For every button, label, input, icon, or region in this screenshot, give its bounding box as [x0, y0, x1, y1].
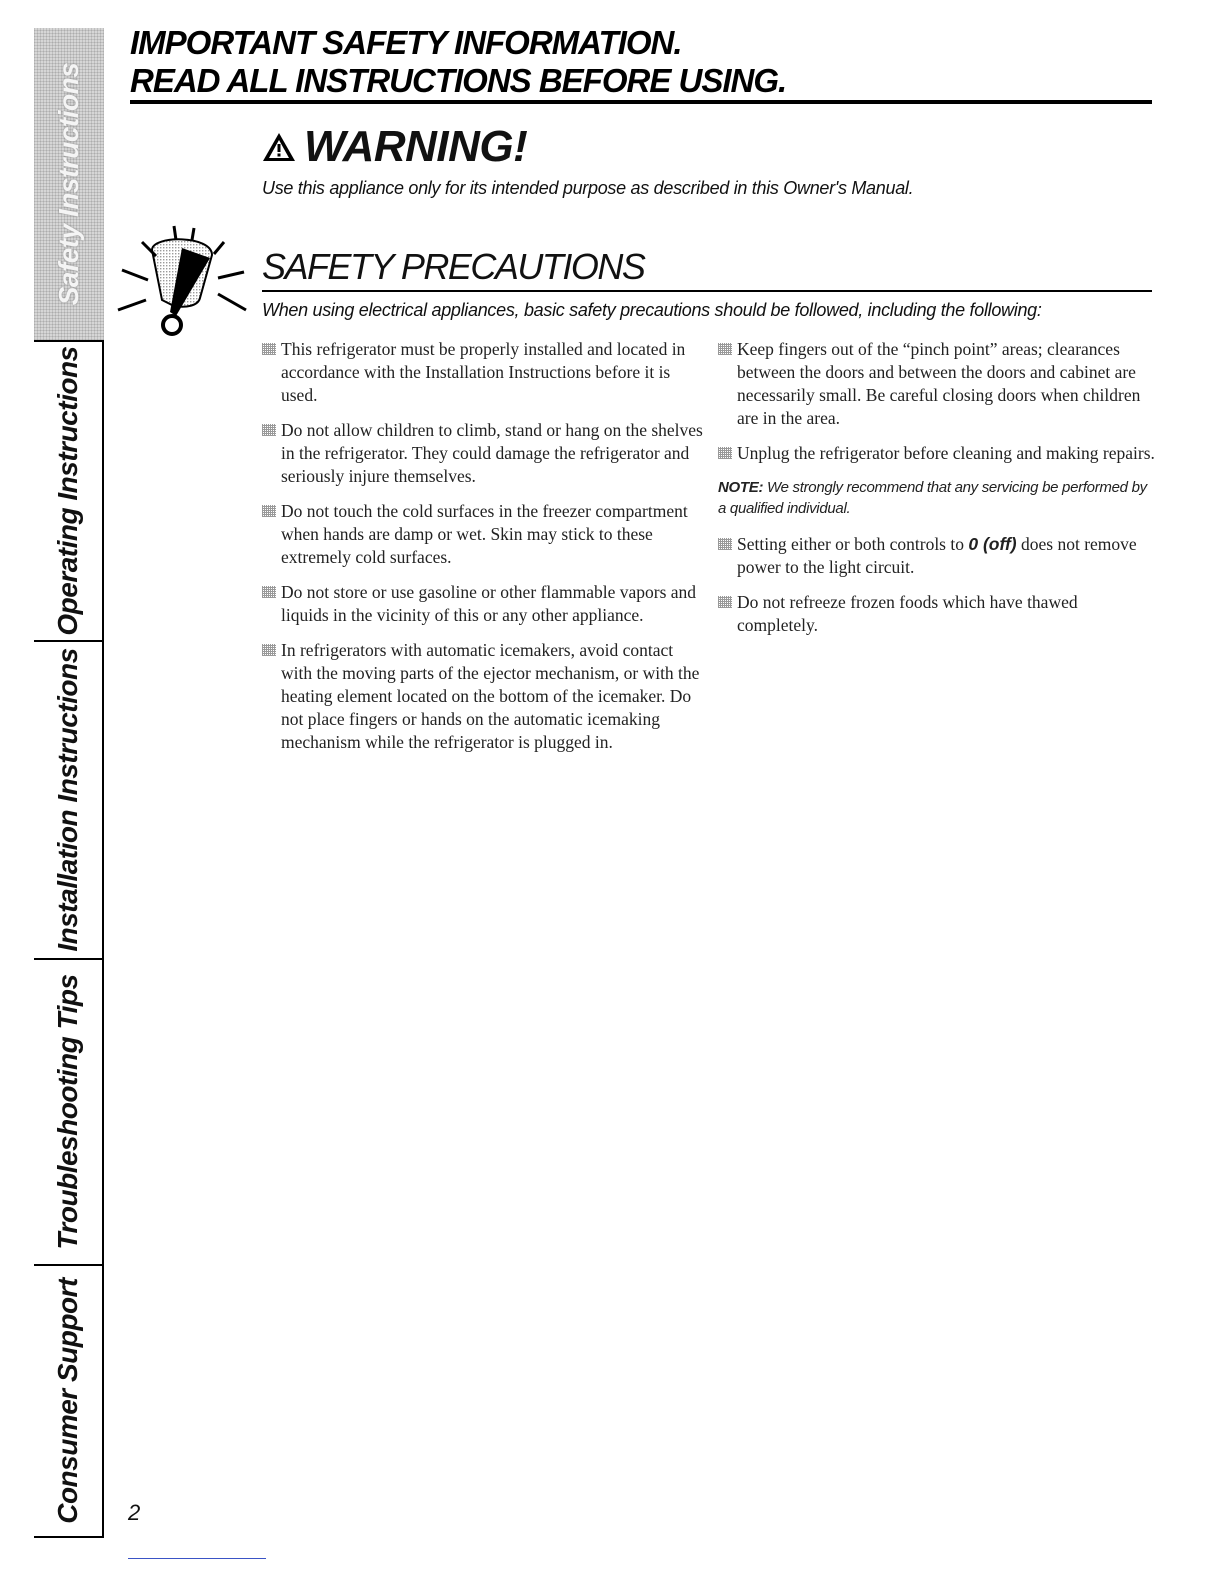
tab-troubleshooting-tips[interactable]	[34, 958, 104, 1264]
list-item-text: This refrigerator must be properly installed and located in accordance with the Installation Instructions before it is used.	[281, 339, 686, 405]
tab-consumer-support[interactable]	[34, 1264, 104, 1538]
bullet-icon	[262, 586, 276, 598]
tab-operating-instructions[interactable]	[34, 340, 104, 640]
tab-installation-instructions[interactable]	[34, 640, 104, 958]
warning-triangle-icon	[262, 132, 296, 162]
list-item	[718, 338, 1158, 430]
list-item-text	[737, 534, 1137, 577]
safety-precautions-intro: When using electrical appliances, basic safety precautions should be followed, including the following:	[262, 300, 1042, 320]
bullet-icon	[262, 343, 276, 355]
page-header	[130, 24, 1152, 100]
item-text-part: does not remove power to the light circuit.	[737, 534, 1137, 577]
bullet-icon	[718, 538, 732, 550]
list-item	[718, 533, 1158, 579]
header-line-1: IMPORTANT SAFETY INFORMATION.	[130, 24, 682, 61]
list-item	[718, 442, 1158, 465]
tab-label: Operating Instructions	[52, 346, 83, 636]
left-column	[262, 338, 707, 766]
service-note	[718, 477, 1158, 519]
bullet-icon	[718, 596, 732, 608]
header-line-2: READ ALL INSTRUCTIONS BEFORE USING.	[130, 62, 787, 99]
list-item-text: Unplug the refrigerator before cleaning and making repairs.	[737, 443, 1155, 463]
list-item	[262, 581, 707, 627]
safety-precautions-divider	[262, 290, 1152, 292]
page-number: 2	[128, 1500, 141, 1525]
list-item-text: Do not allow children to climb, stand or hang on the shelves in the refrigerator. They could damage the refrigerator and seriously injure themselves.	[281, 420, 703, 486]
list-item-text: Do not refreeze frozen foods which have thawed completely.	[737, 592, 1078, 635]
note-text: We strongly recommend that any servicing be performed by a qualified individual.	[718, 479, 1147, 517]
bullet-icon	[262, 644, 276, 656]
bullet-icon	[718, 343, 732, 355]
header-divider	[130, 100, 1152, 104]
bullet-icon	[262, 505, 276, 517]
list-item	[718, 591, 1158, 637]
bullet-icon	[718, 447, 732, 459]
tab-safety-instructions[interactable]	[34, 28, 104, 340]
tab-label: Consumer Support	[52, 1278, 83, 1524]
list-item-text: Do not store or use gasoline or other flammable vapors and liquids in the vicinity of this or any other appliance.	[281, 582, 697, 625]
warning-title: WARNING!	[304, 122, 528, 171]
warning-text: Use this appliance only for its intended purpose as described in this Owner's Manual.	[262, 178, 914, 198]
section-tabs	[34, 28, 104, 1538]
safety-precautions-title: SAFETY PRECAUTIONS	[262, 246, 645, 287]
list-item-text: In refrigerators with automatic icemakers, avoid contact with the moving parts of the ejector mechanism, or with the heating element located on the bottom of the icemaker. Do not place fingers or hands on the automatic icemaking mechanism while the refrigerator is plugged in.	[281, 640, 700, 752]
bullet-icon	[262, 424, 276, 436]
list-item-text: Do not touch the cold surfaces in the freezer compartment when hands are damp or wet. Skin may stick to these extremely cold surfaces.	[281, 501, 688, 567]
list-item	[262, 338, 707, 407]
tab-label: Installation Instructions	[52, 648, 83, 952]
alert-bulb-icon	[112, 220, 252, 350]
list-item	[262, 639, 707, 754]
tab-label: Troubleshooting Tips	[52, 974, 83, 1250]
footer-divider	[128, 1558, 266, 1559]
note-label: NOTE:	[718, 479, 764, 496]
item-text-part: Setting either or both controls to	[737, 534, 969, 554]
list-item	[262, 500, 707, 569]
list-item	[262, 419, 707, 488]
off-setting-label: 0 (off)	[968, 534, 1017, 554]
tab-label: Safety Instructions	[53, 62, 84, 306]
list-item-text: Keep fingers out of the “pinch point” areas; clearances between the doors and between the doors and cabinet are necessarily small. Be careful closing doors when children are in the area.	[737, 339, 1141, 428]
right-column	[718, 338, 1158, 649]
warning-heading	[262, 122, 527, 172]
